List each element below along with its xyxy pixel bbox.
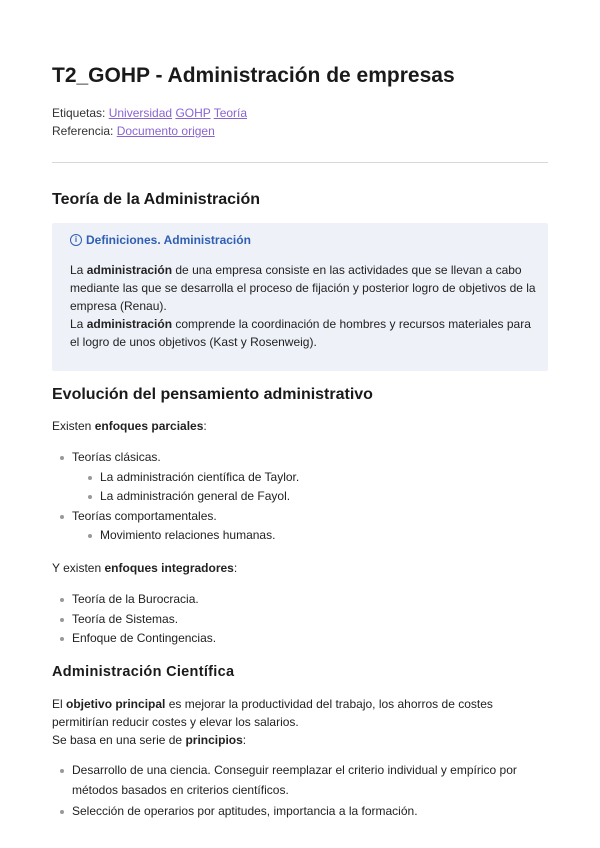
enfoques-integradores-list xyxy=(52,590,548,649)
section-heading-teoria: Teoría de la Administración xyxy=(52,191,261,208)
page-title: T2_GOHP - Administración de empresas xyxy=(52,64,455,87)
principios-list xyxy=(52,761,522,822)
list-item: Enfoque de Contingencias. xyxy=(52,629,548,649)
tag-link-gohp[interactable]: GOHP xyxy=(175,106,211,120)
list-item: Teorías comportamentales. Movimiento relaciones humanas. xyxy=(52,507,548,546)
list-item: Teoría de la Burocracia. xyxy=(52,590,548,610)
enfoques-parciales-list xyxy=(52,448,548,546)
list-item: La administración general de Fayol. xyxy=(72,487,548,507)
tag-link-teoria[interactable]: Teoría xyxy=(213,106,248,120)
tags-row xyxy=(52,104,247,122)
evolucion-intro: Existen enfoques parciales: xyxy=(52,419,207,433)
tags-label: Etiquetas: xyxy=(52,106,106,120)
list-item: Desarrollo de una ciencia. Conseguir reemplazar el criterio individual y empírico por métodos basados en criterios científicos. xyxy=(52,761,522,800)
info-icon: i xyxy=(70,234,82,246)
list-item: La administración científica de Taylor. xyxy=(72,468,548,488)
callout-paragraph-2: La administración comprende la coordinación de hombres y recursos materiales para el logro de unos objetivos (Kast y Rosenweig). xyxy=(70,317,531,349)
callout-paragraph-1: La administración de una empresa consiste en las actividades que se llevan a cabo mediante las que se desarrolla el proceso de fijación y posterior logro de objetivos de la empresa (Renau). xyxy=(70,263,536,313)
list-item: Selección de operarios por aptitudes, importancia a la formación. xyxy=(52,802,522,822)
reference-label: Referencia: xyxy=(52,124,114,138)
definition-callout xyxy=(52,223,548,371)
reference-row xyxy=(52,122,247,140)
section-heading-evolucion: Evolución del pensamiento administrativo xyxy=(52,386,373,403)
callout-title-text: Definiciones. Administración xyxy=(86,233,251,247)
metadata xyxy=(52,104,247,140)
divider xyxy=(52,162,548,163)
reference-link[interactable]: Documento origen xyxy=(116,124,215,138)
list-item: Movimiento relaciones humanas. xyxy=(72,526,548,546)
integradores-intro: Y existen enfoques integradores: xyxy=(52,561,238,575)
list-item: Teorías clásicas. La administración científica de Taylor. La administración general de Fayol. xyxy=(52,448,548,507)
cientifica-paragraph: El objetivo principal es mejorar la productividad del trabajo, los ahorros de costes permitirían reducir costes y elevar los salarios. Se basa en una serie de principios: xyxy=(52,697,493,747)
tag-link-universidad[interactable]: Universidad xyxy=(108,106,173,120)
list-item: Teoría de Sistemas. xyxy=(52,610,548,630)
callout-title xyxy=(70,233,540,247)
section-heading-cientifica: Administración Científica xyxy=(52,664,235,680)
